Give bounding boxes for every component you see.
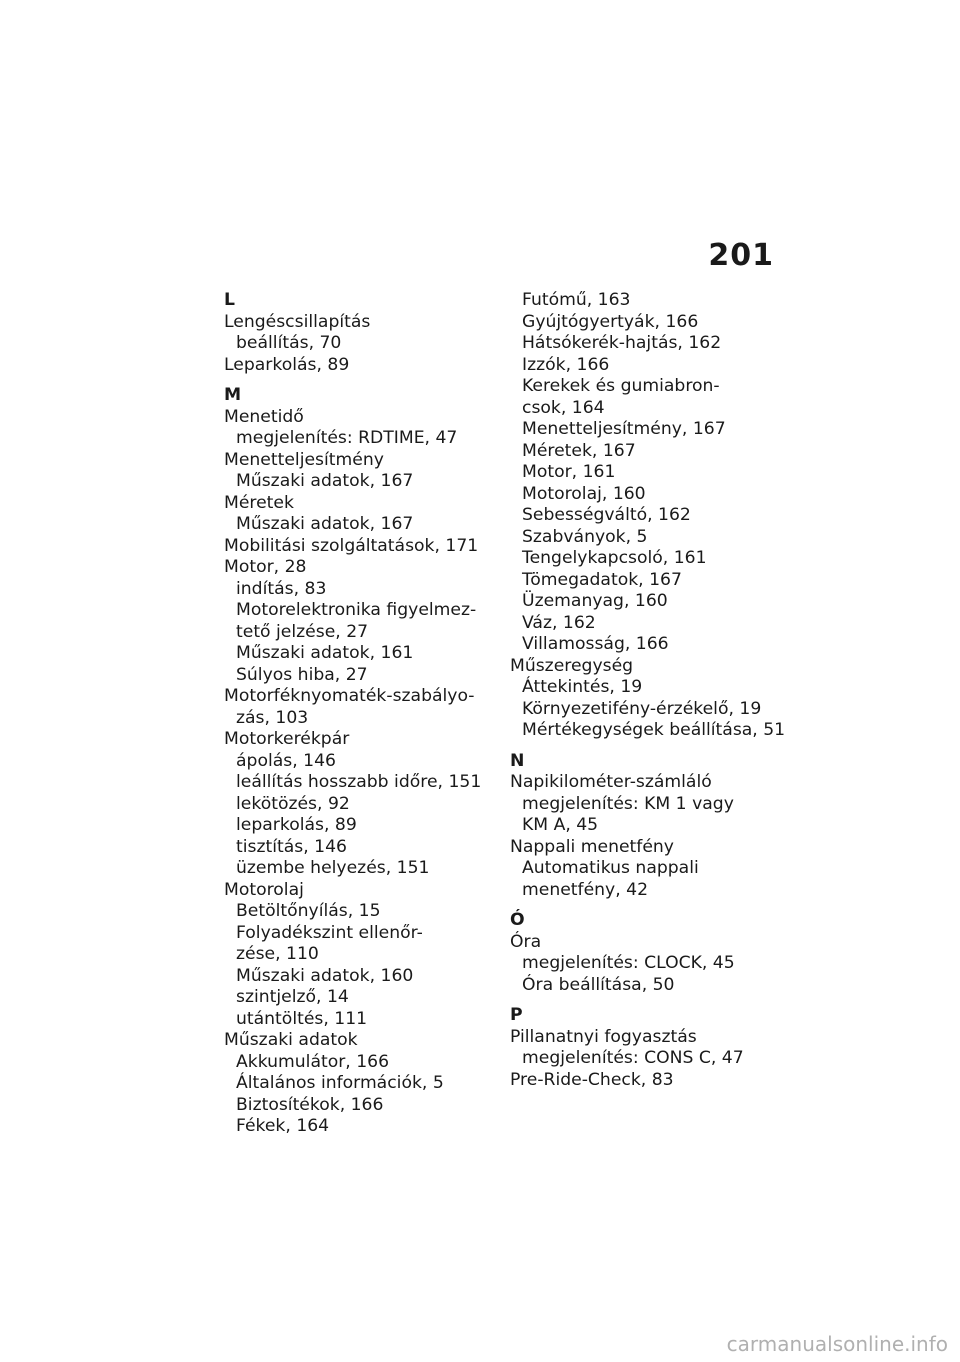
index-subentry: Automatikus nappali [522,858,699,878]
index-subentry: Műszaki adatok, 160 [236,965,414,986]
index-subentry: Fékek, 164 [236,1116,330,1136]
index-subentry: Motorolaj, 160 [522,483,646,504]
index-subentry: Méretek, 167 [522,440,636,461]
index-subentry: csok, 164 [522,397,605,418]
index-subentry: Szabványok, 5 [522,526,648,547]
index-subentry: Gyújtógyertyák, 166 [522,311,699,332]
index-subentry: Motor, 161 [522,462,616,482]
index-subentry: szintjelző, 14 [236,987,349,1007]
index-subentry: Hátsókerék-hajtás, 162 [522,333,722,353]
index-subentry: lekötözés, 92 [236,793,350,814]
index-subentry: indítás, 83 [236,578,327,599]
index-entry: Mobilitási szolgáltatások, 171 [224,535,479,556]
index-subentry: tető jelzése, 27 [236,621,369,642]
index-subentry: Műszaki adatok, 167 [236,514,414,534]
index-subentry: ápolás, 146 [236,750,336,771]
index-subentry: megjelenítés: CONS C, 47 [522,1048,744,1068]
index-subentry: KM A, 45 [522,815,599,835]
index-subentry: zése, 110 [236,944,319,964]
index-entry: Motorkerékpár [224,729,350,749]
index-entry: Műszaki adatok [224,1030,358,1050]
index-subentry: megjelenítés: CLOCK, 45 [522,953,735,973]
index-subentry: Óra beállítása, 50 [522,974,675,995]
index-entry: Műszeregység [510,655,634,676]
index-entry: Napikilométer-számláló [510,772,712,792]
index-subentry: Váz, 162 [522,612,596,633]
index-subentry: tisztítás, 146 [236,836,347,857]
index-subentry: Általános információk, 5 [236,1073,444,1093]
index-column-left [224,290,494,1138]
index-subentry: zás, 103 [236,707,309,728]
index-subentry: Betöltőnyílás, 15 [236,901,381,921]
index-subentry: Izzók, 166 [522,354,610,375]
index-subentry: Műszaki adatok, 167 [236,471,414,491]
index-subentry: Műszaki adatok, 161 [236,643,414,663]
index-subentry: utántöltés, 111 [236,1008,368,1029]
index-subentry: megjelenítés: RDTIME, 47 [236,428,458,448]
index-letter-heading: N [510,750,525,771]
index-letter-heading: M [224,385,242,405]
index-entry: Motorolaj [224,879,304,900]
index-subentry: Akkumulátor, 166 [236,1051,390,1072]
index-subentry: megjelenítés: KM 1 vagy [522,793,734,814]
index-entry: Motor, 28 [224,557,307,577]
index-subentry: Motorelektronika figyelmez- [236,600,477,620]
index-subentry: leparkolás, 89 [236,815,357,835]
index-letter-heading: L [224,290,235,310]
watermark[interactable]: carmanualsonline.info [726,1332,948,1356]
index-subentry: Súlyos hiba, 27 [236,664,368,685]
index-subentry: Folyadékszint ellenőr- [236,922,423,943]
index-subentry: üzembe helyezés, 151 [236,858,430,878]
index-entry: Méretek [224,492,294,513]
index-entry: Menetidő [224,406,304,427]
index-subentry: Áttekintés, 19 [522,677,643,697]
index-subentry: leállítás hosszabb időre, 151 [236,772,482,792]
index-entry: Motorféknyomaték-szabályo- [224,686,475,706]
index-subentry: Mértékegységek beállítása, 51 [522,720,786,740]
index-letter-heading: P [510,1005,523,1025]
index-entry: Pillanatnyi fogyasztás [510,1026,697,1047]
index-subentry: Sebességváltó, 162 [522,505,691,525]
index-subentry: menetfény, 42 [522,879,649,900]
index-entry: Lengéscsillapítás [224,311,371,332]
index-entry: Nappali menetfény [510,836,674,857]
page-number: 201 [708,238,774,273]
index-subentry: Futómű, 163 [522,290,631,310]
index-subentry: Tömegadatok, 167 [522,569,682,590]
index-subentry: Üzemanyag, 160 [522,591,668,611]
index-subentry: beállítás, 70 [236,333,342,353]
index-entry: Leparkolás, 89 [224,354,350,375]
index-subentry: Biztosítékok, 166 [236,1094,384,1115]
index-entry: Pre-Ride-Check, 83 [510,1069,674,1090]
index-subentry: Környezetifény-érzékelő, 19 [522,698,762,719]
index-subentry: Kerekek és gumiabron- [522,376,720,396]
index-entry: Óra [510,931,542,952]
index-letter-heading: Ó [510,910,525,930]
index-entry: Menetteljesítmény [224,449,384,470]
index-column-right [510,290,800,1091]
index-subentry: Villamosság, 166 [522,634,669,654]
index-subentry: Menetteljesítmény, 167 [522,419,726,439]
index-subentry: Tengelykapcsoló, 161 [522,548,707,568]
